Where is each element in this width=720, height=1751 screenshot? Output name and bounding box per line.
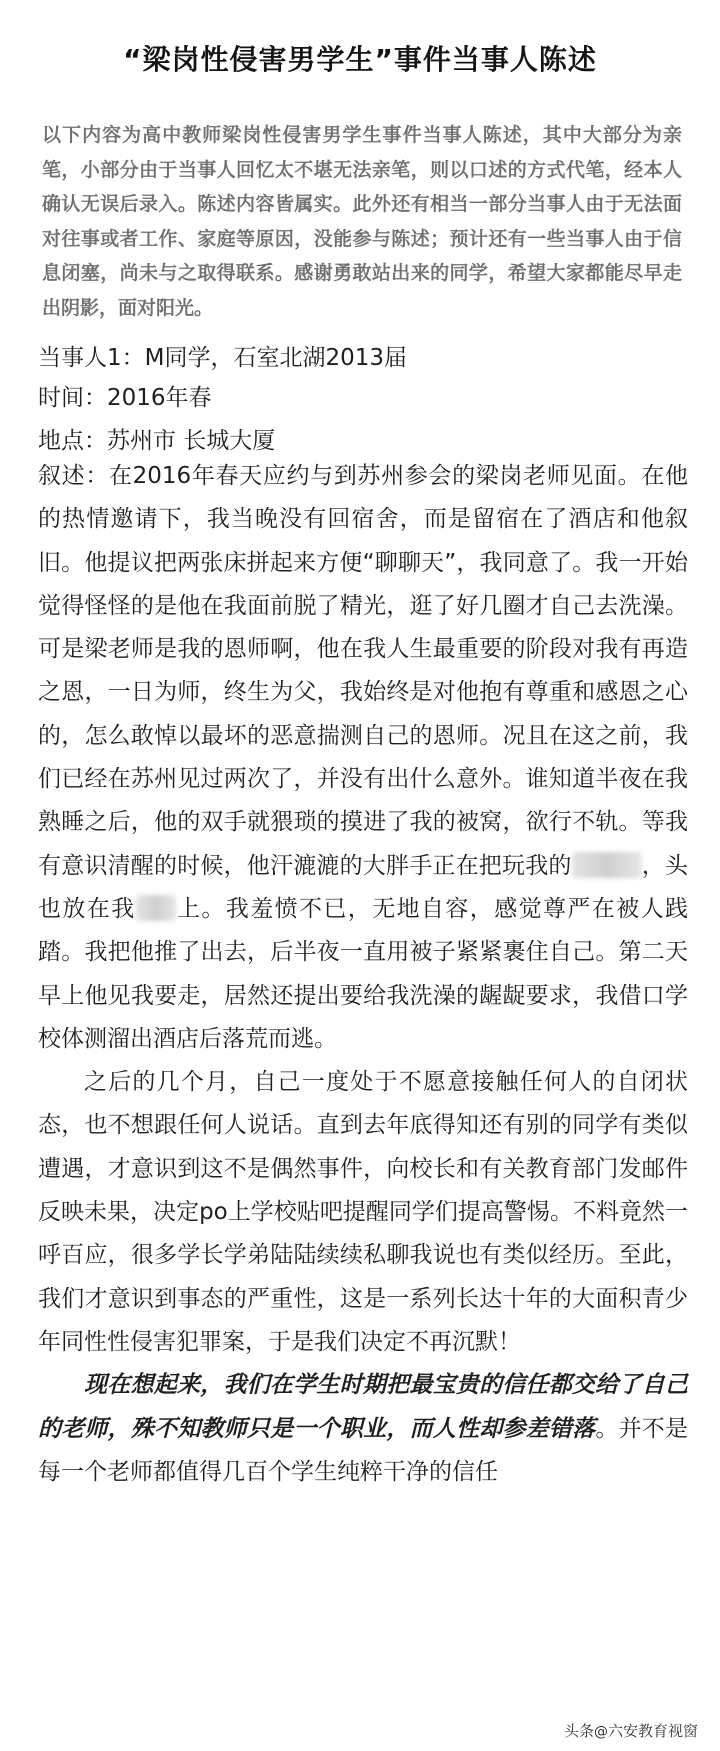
document-title: “梁岗性侵害男学生”事件当事人陈述	[123, 43, 597, 76]
party-line: 当事人1：M同学，石室北湖2013届	[38, 345, 408, 371]
narrative-paragraph-3	[38, 1364, 688, 1494]
emphasized-text: 现在想起来，我们在学生时期把最宝贵的信任都交给了自己的老师，殊不知教师只是一个职业，而人性却参差错落	[38, 1372, 688, 1442]
watermark-prefix: 头条	[563, 1722, 594, 1740]
source-watermark	[560, 1718, 702, 1743]
place-line: 地点：苏州市 长城大厦	[38, 428, 276, 454]
narrative-text: 。并不是每一个老师都值得几百个学生纯粹干净的信任	[38, 1415, 689, 1485]
censored-blur	[572, 852, 642, 878]
intro-paragraph: 以下内容为高中教师梁岗性侵害男学生事件当事人陈述，其中大部分为亲笔，小部分由于当事人回忆太不堪无法亲笔，则以口述的方式代笔，经本人确认无误后录入。陈述内容皆属实。此外还有相当一部分当事人由于无法面对往事或者工作、家庭等原因，没能参与陈述；预计还有一些当事人由于信息闭塞，尚未与之取得联系。感谢勇敢站出来的同学，希望大家都能尽早走出阴影，面对阳光。	[42, 124, 682, 319]
narrative-text: 上。我羞愤不已，无地自容，感觉尊严在被人践踏。我把他推了出去，后半夜一直用被子紧紧裹住自己。第二天早上他见我要走，居然还提出要给我洗澡的龌龊要求，我借口学校体测溜出酒店后落荒而逃。	[38, 895, 689, 1052]
at-icon: @	[593, 1724, 608, 1740]
narrative-body	[38, 455, 688, 1494]
time-line: 时间：2016年春	[38, 385, 212, 411]
narrative-paragraph-2: 之后的几个月，自己一度处于不愿意接触任何人的自闭状态，也不想跟任何人说话。直到去年底得知还有别的同学有类似遭遇，才意识到这不是偶然事件，向校长和有关教育部门发邮件反映未果，决定po上学校贴吧提醒同学们提高警惕。不料竟然一呼百应，很多学长学弟陆陆续续私聊我说也有类似经历。至此，我们才意识到事态的严重性，这是一系列长达十年的大面积青少年同性性侵害犯罪案，于是我们决定不再沉默！	[38, 1069, 688, 1355]
censored-blur	[136, 895, 176, 921]
narrative-text: 叙述：在2016年春天应约与到苏州参会的梁岗老师见面。在他的热情邀请下，我当晚没有回宿舍，而是留宿在了酒店和他叙旧。他提议把两张床拼起来方便“聊聊天”，我同意了。我一开始觉得怪怪的是他在我面前脱了精光，逛了好几圈才自己去洗澡。可是梁老师是我的恩师啊，他在我人生最重要的阶段对我有再造之恩，一日为师，终生为父，我始终是对他抱有尊重和感恩之心的，怎么敢悼以最坏的恶意揣测自己的恩师。况且在这之前，我们已经在苏州见过两次了，并没有出什么意外。谁知道半夜在我熟睡之后，他的双手就猥琐的摸进了我的被窝，欲行不轨。等我有意识清醒的时候，他汗漉漉的大胖手正在把玩我的	[38, 463, 688, 879]
watermark-account: 六安教育视窗	[607, 1722, 698, 1740]
narrative-paragraph-1	[38, 455, 688, 1061]
narrative-text: ，头也放在我	[38, 852, 689, 922]
